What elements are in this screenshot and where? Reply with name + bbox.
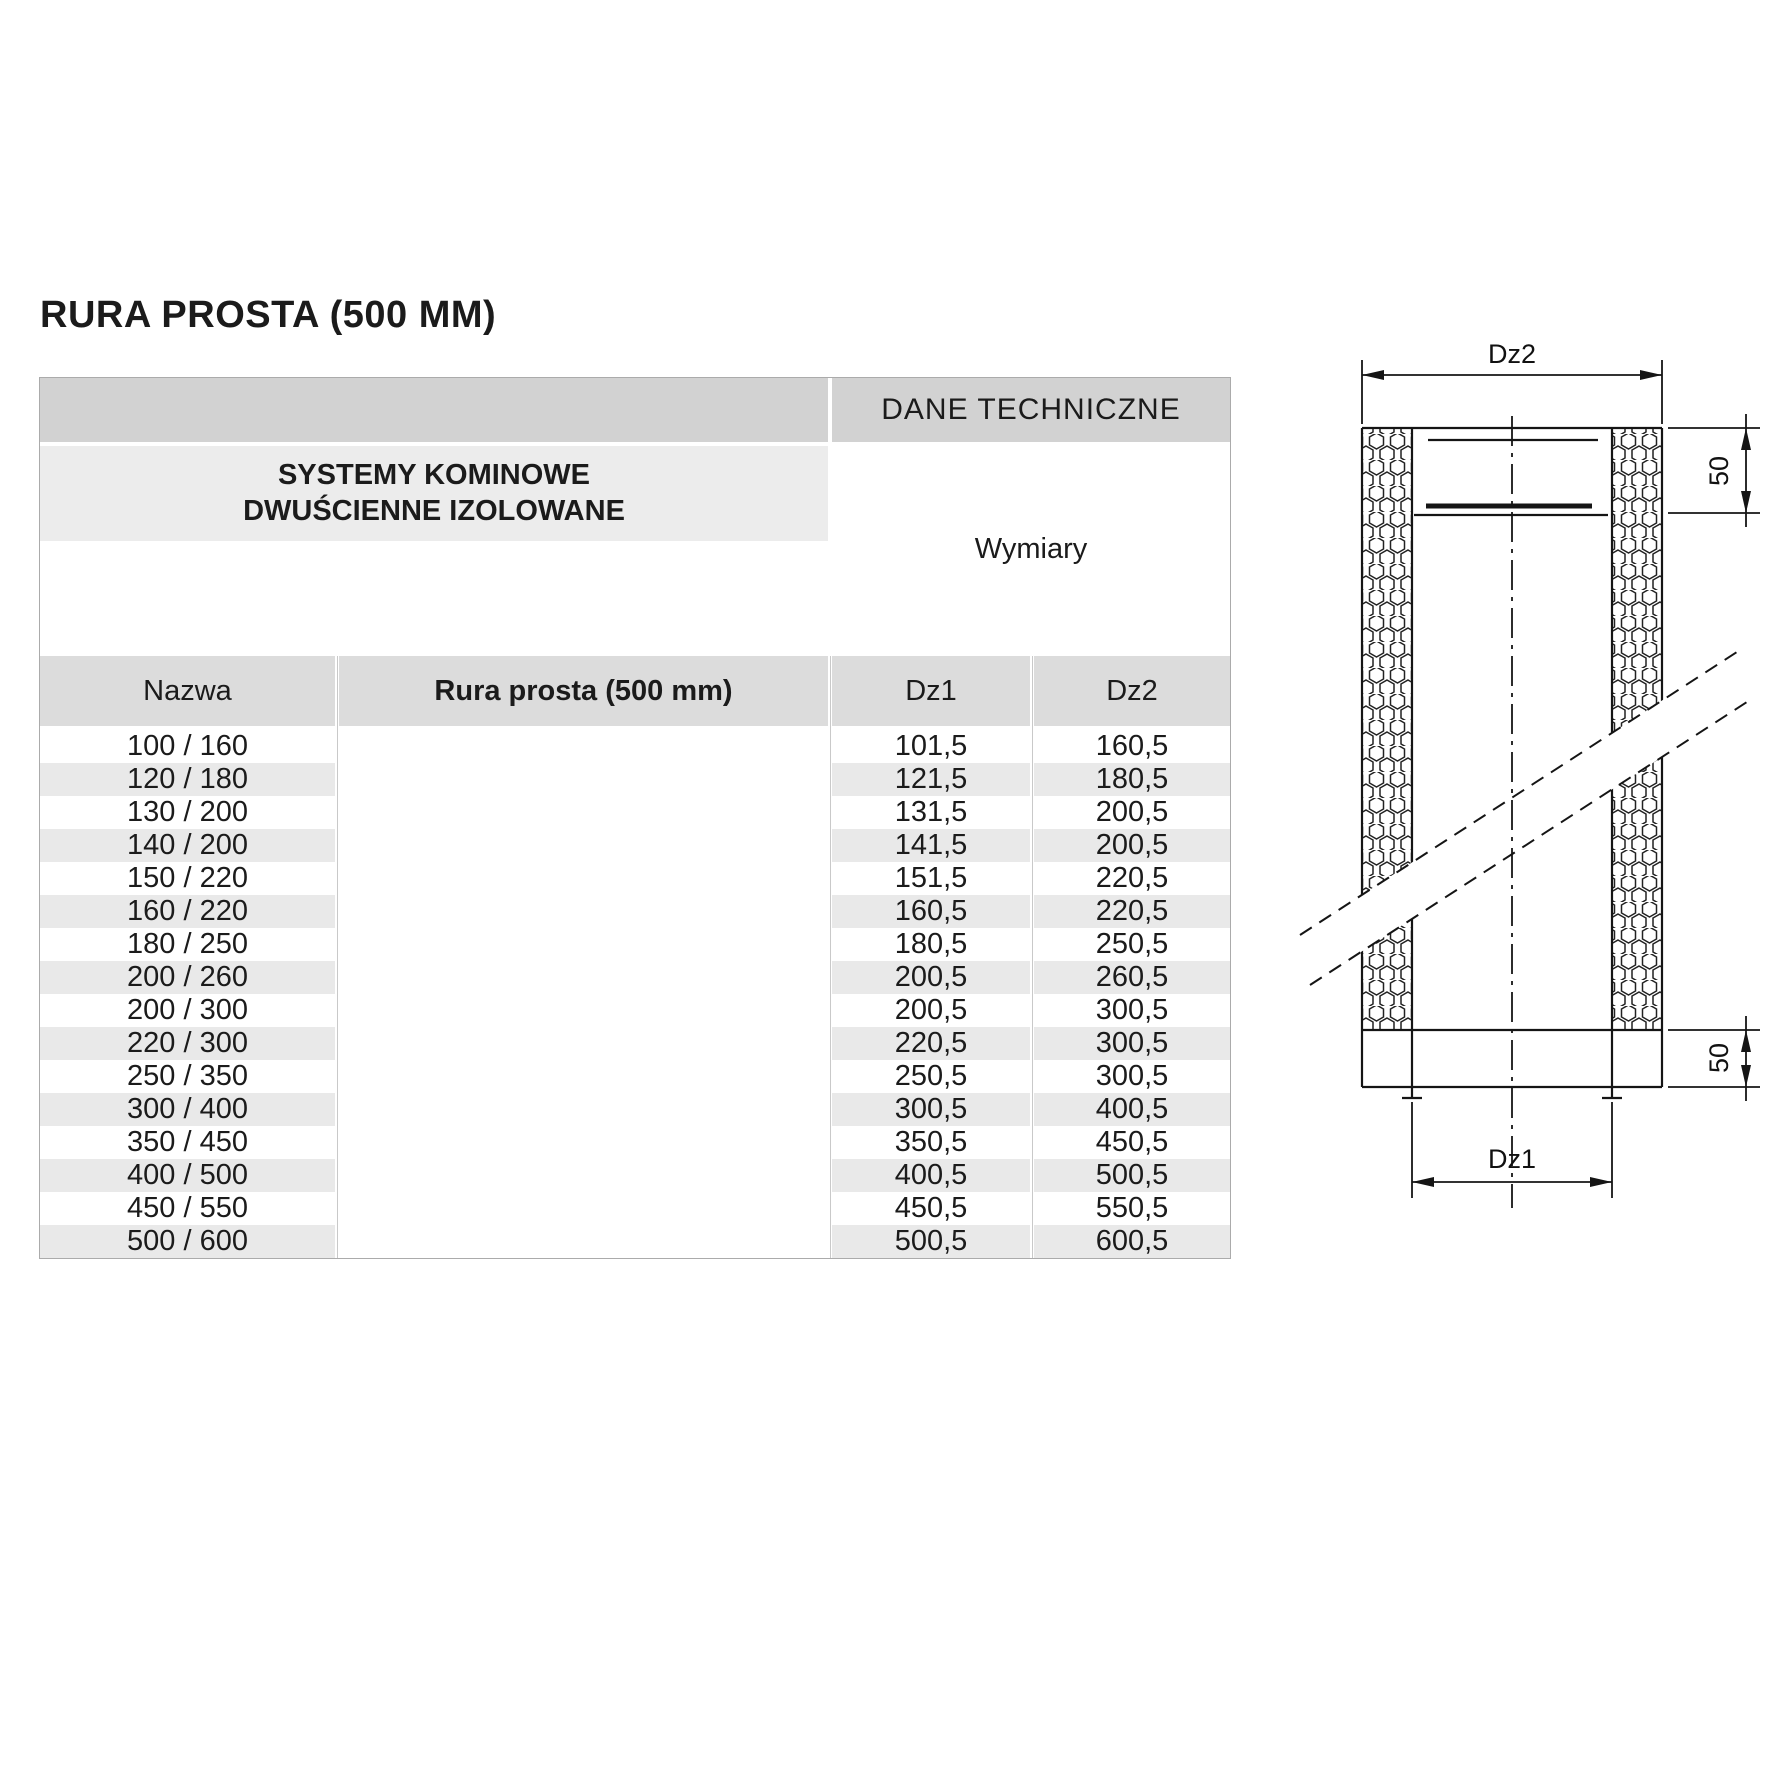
column-divider — [830, 656, 831, 1258]
row-dz2-cell: 300,5 — [1034, 1027, 1230, 1060]
top-bar-left — [40, 378, 828, 442]
row-dz1-cell: 220,5 — [832, 1027, 1030, 1060]
row-dz1-cell: 200,5 — [894, 994, 968, 1026]
row-name-cell: 150 / 220 — [127, 862, 248, 894]
row-name-cell: 400 / 500 — [40, 1159, 335, 1192]
technical-drawing — [1240, 330, 1791, 1230]
arrow-left-icon — [1412, 1177, 1434, 1187]
row-dz2-cell: 400,5 — [1034, 1093, 1230, 1126]
row-dz2-cell: 200,5 — [1034, 829, 1230, 862]
row-dz1-cell: 160,5 — [832, 895, 1030, 928]
row-name-cell: 250 / 350 — [127, 1060, 248, 1092]
row-name-cell: 160 / 220 — [40, 895, 335, 928]
arrow-down-icon — [1741, 491, 1751, 513]
arrow-left-icon — [1362, 370, 1384, 380]
dz2-dimension — [1362, 360, 1662, 424]
socket-depth-bottom-label: 50 — [1704, 1042, 1734, 1074]
row-dz1-cell: 121,5 — [832, 763, 1030, 796]
row-name-cell: 450 / 550 — [127, 1192, 248, 1224]
column-header-nazwa: Nazwa — [40, 656, 335, 726]
row-dz1-cell: 250,5 — [894, 1060, 968, 1092]
row-dz1-cell: 200,5 — [832, 961, 1030, 994]
row-dz1-cell: 151,5 — [894, 862, 968, 894]
socket-depth-top-label: 50 — [1704, 455, 1734, 487]
row-dz1-cell: 180,5 — [894, 928, 968, 960]
dz1-label: Dz1 — [1487, 1144, 1537, 1174]
row-dz1-cell: 101,5 — [894, 730, 968, 762]
row-dz1-cell: 500,5 — [832, 1225, 1030, 1258]
row-name-cell: 200 / 300 — [127, 994, 248, 1026]
row-name-cell: 180 / 250 — [127, 928, 248, 960]
row-dz2-cell: 550,5 — [1095, 1192, 1169, 1224]
row-name-cell: 120 / 180 — [40, 763, 335, 796]
row-dz2-cell: 200,5 — [1095, 796, 1169, 828]
wymiary-cell: Wymiary — [832, 446, 1230, 652]
arrow-right-icon — [1590, 1177, 1612, 1187]
row-name-cell: 500 / 600 — [40, 1225, 335, 1258]
dz2-label: Dz2 — [1487, 339, 1537, 369]
row-name-cell: 130 / 200 — [127, 796, 248, 828]
row-name-cell: 140 / 200 — [40, 829, 335, 862]
section-header-line1: SYSTEMY KOMINOWE — [277, 459, 591, 492]
section-header — [40, 446, 828, 541]
row-dz1-cell: 450,5 — [894, 1192, 968, 1224]
arrow-up-icon — [1741, 1030, 1751, 1052]
page-title: RURA PROSTA (500 MM) — [40, 294, 497, 336]
row-name-cell: 350 / 450 — [127, 1126, 248, 1158]
row-name-cell: 100 / 160 — [127, 730, 248, 762]
row-dz2-cell: 220,5 — [1034, 895, 1230, 928]
row-name-cell: 300 / 400 — [40, 1093, 335, 1126]
row-dz2-cell: 220,5 — [1095, 862, 1169, 894]
row-dz2-cell: 160,5 — [1095, 730, 1169, 762]
row-name-cell: 200 / 260 — [40, 961, 335, 994]
row-dz2-cell: 450,5 — [1095, 1126, 1169, 1158]
row-dz2-cell: 250,5 — [1095, 928, 1169, 960]
row-dz2-cell: 180,5 — [1034, 763, 1230, 796]
row-dz2-cell: 300,5 — [1095, 1060, 1169, 1092]
column-header-dz2: Dz2 — [1034, 656, 1230, 726]
column-divider — [1032, 656, 1033, 1258]
row-name-cell: 220 / 300 — [40, 1027, 335, 1060]
column-header-dz1: Dz1 — [832, 656, 1030, 726]
row-dz2-cell: 600,5 — [1034, 1225, 1230, 1258]
top-bar-dane-techniczne: DANE TECHNICZNE — [832, 378, 1230, 442]
arrow-down-icon — [1741, 1065, 1751, 1087]
row-dz1-cell: 131,5 — [894, 796, 968, 828]
technical-data-table — [40, 378, 1230, 1258]
section-header-line2: DWUŚCIENNE IZOLOWANE — [243, 494, 625, 527]
arrow-right-icon — [1640, 370, 1662, 380]
row-dz2-cell: 500,5 — [1034, 1159, 1230, 1192]
row-dz2-cell: 260,5 — [1034, 961, 1230, 994]
row-dz1-cell: 350,5 — [894, 1126, 968, 1158]
column-header-product: Rura prosta (500 mm) — [339, 656, 828, 726]
empty-cell — [40, 545, 828, 652]
row-dz1-cell: 300,5 — [832, 1093, 1030, 1126]
column-divider — [337, 656, 338, 1258]
row-dz2-cell: 300,5 — [1095, 994, 1169, 1026]
row-dz1-cell: 141,5 — [832, 829, 1030, 862]
row-dz1-cell: 400,5 — [832, 1159, 1030, 1192]
arrow-up-icon — [1741, 428, 1751, 450]
product-image-cell — [339, 730, 828, 1258]
